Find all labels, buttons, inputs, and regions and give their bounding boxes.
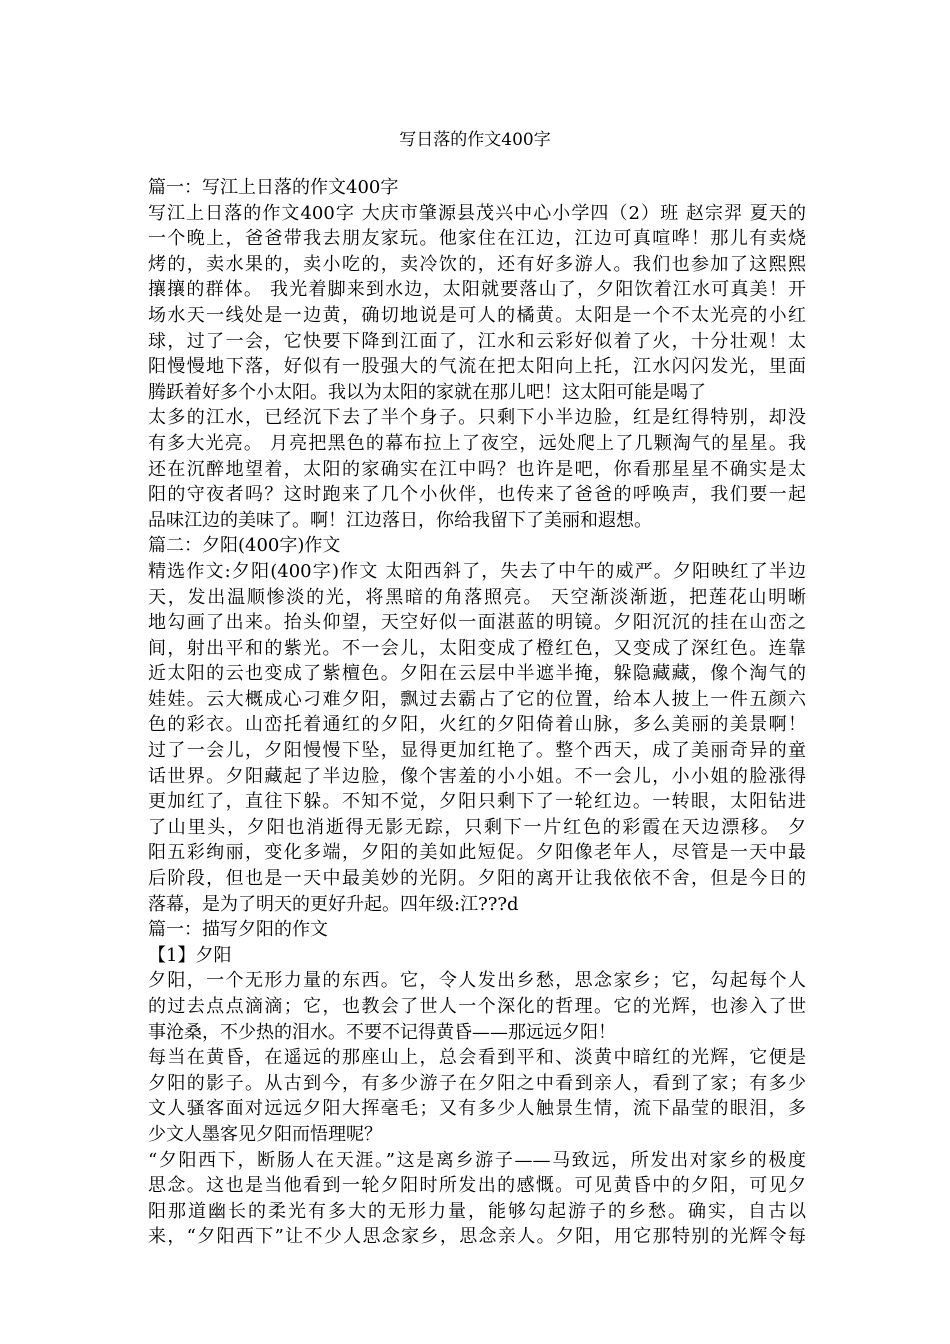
text-line: 球，过了一会，它快要下降到江面了，江水和云彩好似着了火，十分壮观！太 [148, 330, 806, 352]
text-line: 【1】夕阳 [148, 944, 232, 966]
text-line: 场水天一线处是一边黄，确切地说是可人的橘黄。太阳是一个不太光亮的小红 [148, 304, 806, 326]
text-line: 文人骚客面对远远夕阳大挥毫毛；又有多少人触景生情，流下晶莹的眼泪，多 [148, 1098, 806, 1120]
text-line: 色的彩衣。山峦托着通红的夕阳，火红的夕阳倚着山脉，多么美丽的美景啊！ [148, 714, 806, 736]
text-line: 过了一会儿，夕阳慢慢下坠，显得更加红艳了。整个西天，成了美丽奇异的童 [148, 740, 806, 762]
text-line: 了山里头，夕阳也消逝得无影无踪，只剩下一片红色的彩霞在天边漂移。 夕 [148, 816, 806, 838]
text-line: 有多大光亮。 月亮把黑色的幕布拉上了夜空，远处爬上了几颗淘气的星星。我 [148, 432, 806, 454]
text-line: 落幕，是为了明天的更好升起。四年级:江???d [148, 893, 519, 915]
text-line: 攘攘的群体。 我光着脚来到水边，太阳就要落山了，夕阳饮着江水可真美！开 [148, 279, 806, 301]
text-line: 更加红了，直往下躲。不知不觉，夕阳只剩下了一轮红边。一转眼，太阳钻进 [148, 791, 806, 813]
text-line: 的过去点点滴滴；它，也教会了世人一个深化的哲理。它的光辉，也渗入了世 [148, 996, 806, 1017]
text-line: 阳五彩绚丽，变化多端，夕阳的美如此短促。夕阳像老年人，尽管是一天中最 [148, 842, 806, 864]
text-line: 间，射出平和的紫光。不一会儿，太阳变成了橙红色，又变成了深红色。连靠 [148, 637, 806, 659]
text-line: 还在沉醉地望着，太阳的家确实在江中吗？也许是吧，你看那星星不确实是太 [148, 458, 806, 480]
text-line: 后阶段，但也是一天中最美妙的光阴。夕阳的离开让我依依不舍，但是今日的 [148, 868, 806, 890]
text-line: “夕阳西下，断肠人在天涯。”这是离乡游子——马致远，所发出对家乡的极度 [148, 1149, 806, 1171]
text-line: 每当在黄昏，在遥远的那座山上，总会看到平和、淡黄中暗红的光辉，它便是 [148, 1047, 806, 1069]
text-line: 品味江边的美味了。啊！江边落日，你给我留下了美丽和遐想。 [148, 509, 652, 531]
text-line: 近太阳的云也变成了紫檀色。夕阳在云层中半遮半掩，躲隐藏藏，像个淘气的 [148, 663, 806, 685]
text-line: 夕阳，一个无形力量的东西。它，令人发出乡愁，思念家乡；它，勾起每个人 [148, 970, 806, 992]
text-line: 天，发出温顺惨淡的光，将黑暗的角落照亮。 天空渐淡渐逝，把莲花山明晰 [148, 586, 806, 608]
text-line: 烤的，卖水果的，卖小吃的，卖冷饮的，还有好多游人。我们也参加了这熙熙 [148, 253, 806, 275]
text-line: 地勾画了出来。抬头仰望，天空好似一面湛蓝的明镜。夕阳沉沉的挂在山峦之 [148, 612, 806, 634]
text-line: 篇一：写江上日落的作文400字 [148, 177, 399, 198]
text-line: 来，“夕阳西下”让不少人思念家乡，思念亲人。夕阳，用它那特别的光辉令每 [148, 1226, 806, 1248]
text-line: 写江上日落的作文400字 大庆市肇源县茂兴中心小学四（2）班 赵宗羿 夏天的 [148, 202, 806, 224]
text-line: 篇二：夕阳(400字)作文 [148, 535, 341, 557]
text-line: 篇一：描写夕阳的作文 [148, 919, 328, 941]
text-line: 话世界。夕阳藏起了半边脸，像个害羞的小小姐。不一会儿，小小姐的脸涨得 [148, 765, 806, 787]
text-line: 精选作文:夕阳(400字)作文 太阳西斜了，失去了中午的威严。夕阳映红了半边 [148, 560, 806, 582]
text-line: 一个晚上，爸爸带我去朋友家玩。他家住在江边，江边可真喧哗！那儿有卖烧 [148, 228, 806, 250]
text-line: 太多的江水，已经沉下去了半个身子。只剩下小半边脸，红是红得特别，却没 [148, 407, 806, 429]
text-line: 事沧桑，不少热的泪水。不要不记得黄昏——那远远夕阳！ [148, 1021, 616, 1043]
text-line: 娃娃。云大概成心刁难夕阳，飘过去霸占了它的位置，给本人披上一件五颜六 [148, 688, 806, 710]
text-line: 阳那道幽长的柔光有多大的无形力量，能够勾起游子的乡愁。确实，自古以 [148, 1200, 806, 1222]
document-title: 写日落的作文400字 [399, 130, 551, 150]
text-line: 思念。这也是当他看到一轮夕阳时所发出的感慨。可见黄昏中的夕阳，可见夕 [148, 1175, 806, 1197]
document-body [148, 175, 806, 1250]
text-line: 阳慢慢地下落，好似有一股强大的气流在把太阳向上托，江水闪闪发光，里面 [148, 356, 806, 378]
text-line: 少文人墨客见夕阳而悟理呢？ [148, 1123, 382, 1145]
text-line: 夕阳的影子。从古到今，有多少游子在夕阳之中看到亲人，看到了家；有多少 [148, 1072, 806, 1094]
text-line: 腾跃着好多个小太阳。我以为太阳的家就在那儿吧！这太阳可能是喝了 [148, 381, 706, 403]
text-line: 阳的守夜者吗？这时跑来了几个小伙伴，也传来了爸爸的呼唤声，我们要一起 [148, 484, 806, 506]
